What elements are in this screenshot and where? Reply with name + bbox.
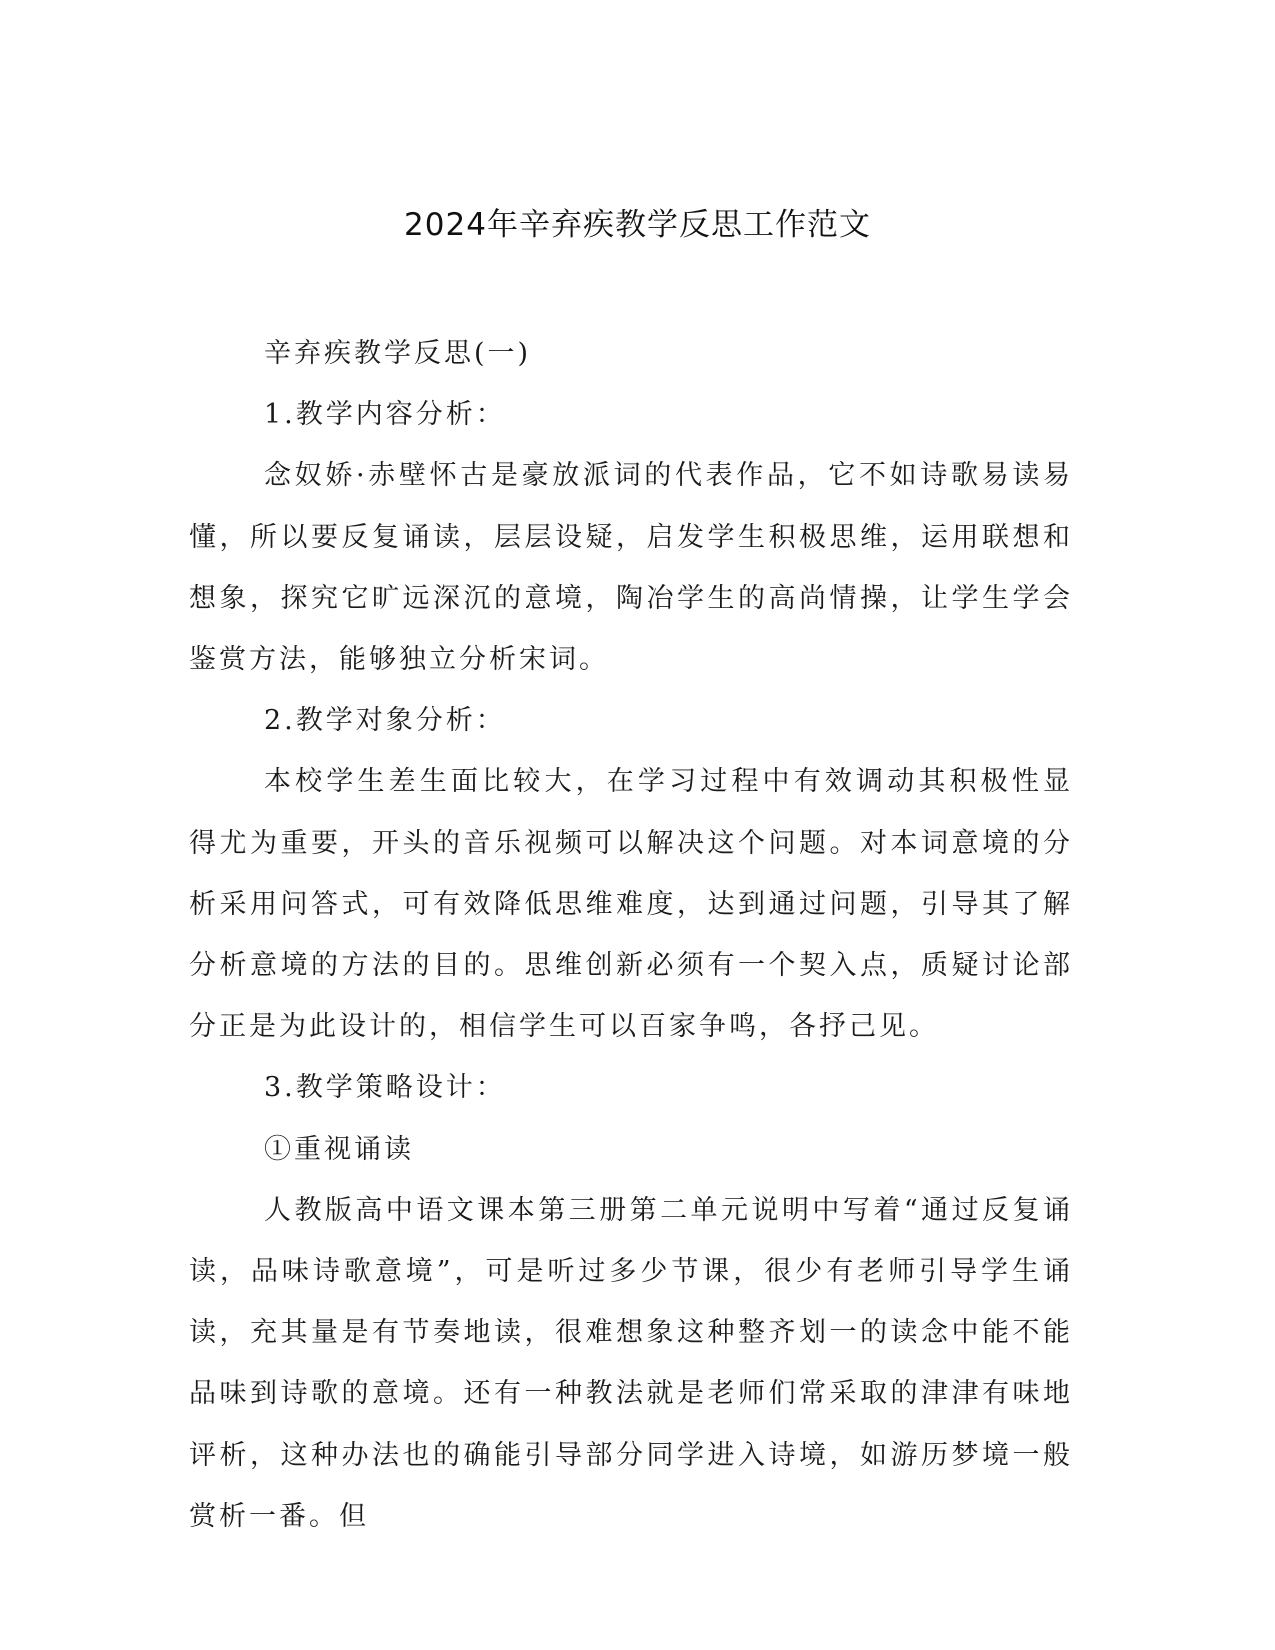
paragraph: 念奴娇·赤壁怀古是豪放派词的代表作品，它不如诗歌易读易懂，所以要反复诵读，层层设疑，启发学生积极思维，运用联想和想象，探究它旷远深沉的意境，陶冶学生的高尚情操，让学生学会鉴赏方法，能够独立分析宋词。 bbox=[189, 460, 1073, 676]
document-title: 2024年辛弃疾教学反思工作范文 bbox=[404, 207, 871, 243]
document-body bbox=[189, 323, 1073, 1547]
paragraph: 本校学生差生面比较大，在学习过程中有效调动其积极性显得尤为重要，开头的音乐视频可以解决这个问题。对本词意境的分析采用问答式，可有效降低思维难度，达到通过问题，引导其了解分析意境的方法的目的。思维创新必须有一个契入点，质疑讨论部分正是为此设计的，相信学生可以百家争鸣，各抒己见。 bbox=[189, 766, 1073, 1043]
section-heading: 辛弃疾教学反思(一) bbox=[264, 338, 532, 369]
subheading-student-analysis: 2.教学对象分析： bbox=[264, 705, 506, 737]
list-item-heading: ①重视诵读 bbox=[264, 1133, 414, 1165]
subheading-content-analysis: 1.教学内容分析： bbox=[264, 399, 506, 431]
paragraph: 人教版高中语文课本第三册第二单元说明中写着“通过反复诵读，品味诗歌意境”，可是听过多少节课，很少有老师引导学生诵读，充其量是有节奏地读，很难想象这种整齐划一的读念中能不能品味到诗歌的意境。还有一种教法就是老师们常采取的津津有味地评析，这种办法也的确能引导部分同学进入诗境，如游历梦境一般赏析一番。但 bbox=[189, 1194, 1073, 1532]
subheading-strategy-design: 3.教学策略设计： bbox=[264, 1072, 506, 1104]
